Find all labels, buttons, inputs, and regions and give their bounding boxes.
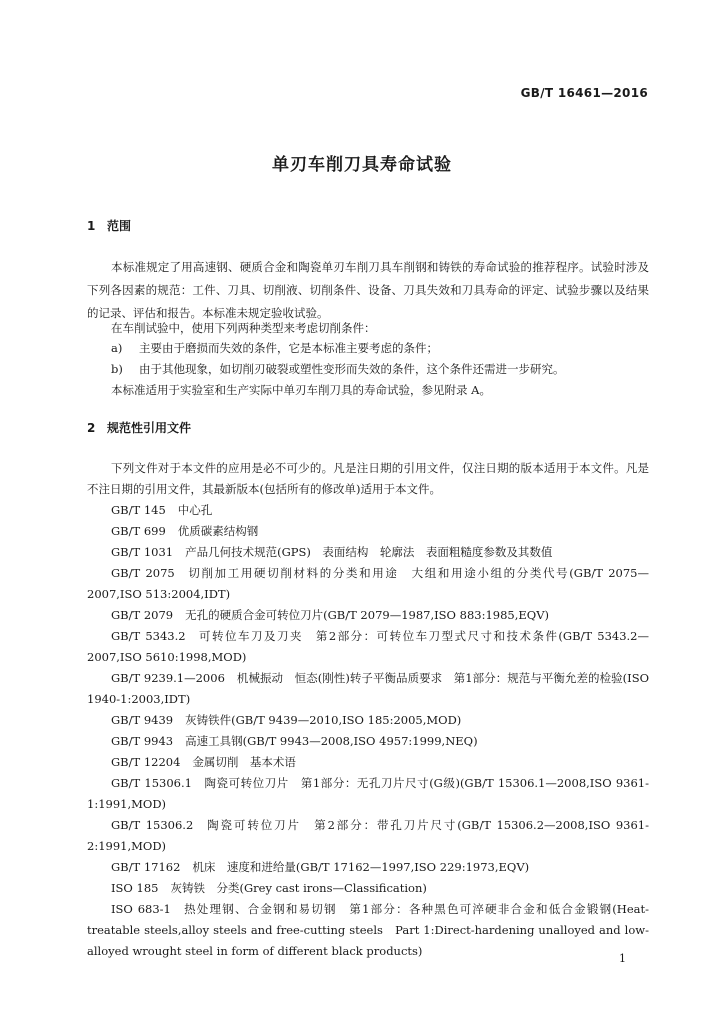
scope-applicability: 本标准适用于实验室和生产实际中单刃车削刀具的寿命试验，参见附录 A。	[111, 383, 491, 397]
reference-item	[87, 815, 649, 857]
reference-item	[87, 752, 649, 773]
reference-code: GB/T 9439	[111, 713, 174, 727]
section-2-title: 规范性引用文件	[107, 421, 192, 435]
reference-code: GB/T 9239.1—2006	[111, 671, 225, 685]
reference-title: 产品几何技术规范(GPS) 表面结构 轮廓法 表面粗糙度参数及其数值	[185, 545, 553, 559]
reference-item	[87, 878, 649, 899]
reference-item	[87, 668, 649, 710]
section-1-heading	[87, 217, 131, 234]
reference-code: GB/T 9943	[111, 734, 174, 748]
reference-code: GB/T 15306.2	[111, 818, 194, 832]
scope-paragraph: 本标准规定了用高速钢、硬质合金和陶瓷单刃车削刀具车削钢和铸铁的寿命试验的推荐程序。试验时涉及下列各因素的规范：工件、刀具、切削液、切削条件、设备、刀具失效和刀具寿命的评定、试验步骤以及结果的记录、评估和报告。本标准未规定验收试验。	[87, 260, 649, 320]
reference-title: 无孔的硬质合金可转位刀片(GB/T 2079—1987,ISO 883:1985,EQV)	[185, 608, 549, 622]
reference-title: 中心孔	[177, 503, 213, 517]
reference-item	[87, 521, 649, 542]
reference-item	[87, 626, 649, 668]
reference-item	[87, 773, 649, 815]
reference-item	[87, 857, 649, 878]
reference-title: 灰铸铁件(GB/T 9439—2010,ISO 185:2005,MOD)	[185, 713, 462, 727]
scope-conditions-intro: 在车削试验中，使用下列两种类型来考虑切削条件：	[111, 321, 376, 335]
section-1-number: 1	[87, 219, 96, 233]
reference-code: GB/T 2079	[111, 608, 174, 622]
list-item-a	[111, 338, 649, 358]
document-title: 单刃车削刀具寿命试验	[272, 155, 452, 175]
reference-item	[87, 563, 649, 605]
reference-code: ISO 185	[111, 881, 159, 895]
reference-code: GB/T 2075	[111, 566, 175, 580]
section-1-title: 范围	[107, 219, 132, 233]
page-number: 1	[619, 952, 626, 965]
reference-title: 切削加工用硬切削材料的分类和用途 大组和用途小组的分类代号(GB/T 2075—2007,ISO 513:2004,IDT)	[87, 566, 650, 601]
list-marker-a: a)	[111, 341, 123, 355]
reference-title: 陶瓷可转位刀片 第1部分：无孔刀片尺寸(G级)(GB/T 15306.1—2008,ISO 9361-1:1991,MOD)	[87, 776, 649, 811]
reference-item	[87, 899, 649, 962]
reference-title: 优质碳素结构钢	[177, 524, 259, 538]
reference-code: ISO 683-1	[111, 902, 171, 916]
list-marker-b: b)	[111, 362, 123, 376]
reference-code: GB/T 12204	[111, 755, 181, 769]
standard-code: GB/T 16461—2016	[520, 86, 648, 100]
reference-title: 机械振动 恒态(刚性)转子平衡品质要求 第1部分：规范与平衡允差的检验(ISO 1940-1:2003,IDT)	[87, 671, 650, 706]
reference-item	[87, 542, 649, 563]
list-item-b	[111, 359, 649, 379]
reference-item	[87, 710, 649, 731]
reference-code: GB/T 1031	[111, 545, 174, 559]
reference-item	[87, 500, 649, 521]
list-text-b: 由于其他现象，如切削刃破裂或塑性变形而失效的条件，这个条件还需进一步研究。	[139, 362, 565, 376]
reference-title: 金属切削 基本术语	[192, 755, 296, 769]
reference-title: 可转位车刀及刀夹 第2部分：可转位车刀型式尺寸和技术条件(GB/T 5343.2—2007,ISO 5610:1998,MOD)	[87, 629, 649, 664]
reference-item	[87, 605, 649, 626]
reference-title: 灰铸铁 分类(Grey cast irons—Classification)	[170, 881, 427, 895]
reference-code: GB/T 17162	[111, 860, 181, 874]
reference-code: GB/T 145	[111, 503, 166, 517]
reference-title: 高速工具钢(GB/T 9943—2008,ISO 4957:1999,NEQ)	[185, 734, 478, 748]
reference-code: GB/T 5343.2	[111, 629, 186, 643]
section-2-heading	[87, 419, 191, 436]
reference-item	[87, 731, 649, 752]
reference-code: GB/T 699	[111, 524, 166, 538]
list-text-a: 主要由于磨损而失效的条件，它是本标准主要考虑的条件；	[139, 341, 438, 355]
reference-title: 陶瓷可转位刀片 第2部分：带孔刀片尺寸(GB/T 15306.2—2008,ISO 9361-2:1991,MOD)	[87, 818, 649, 853]
reference-title: 热处理钢、合金钢和易切钢 第1部分：各种黑色可淬硬非合金和低合金锻钢(Heat-treatable steels,alloy steels and free-cutting steels Part 1:Direct-hardening unalloyed and low-alloyed wrought steel in form of different black products)	[87, 902, 649, 958]
section-2-number: 2	[87, 421, 96, 435]
references-intro: 下列文件对于本文件的应用是必不可少的。凡是注日期的引用文件，仅注日期的版本适用于本文件。凡是不注日期的引用文件，其最新版本(包括所有的修改单)适用于本文件。	[87, 461, 649, 496]
reference-title: 机床 速度和进给量(GB/T 17162—1997,ISO 229:1973,EQV)	[192, 860, 530, 874]
reference-code: GB/T 15306.1	[111, 776, 192, 790]
